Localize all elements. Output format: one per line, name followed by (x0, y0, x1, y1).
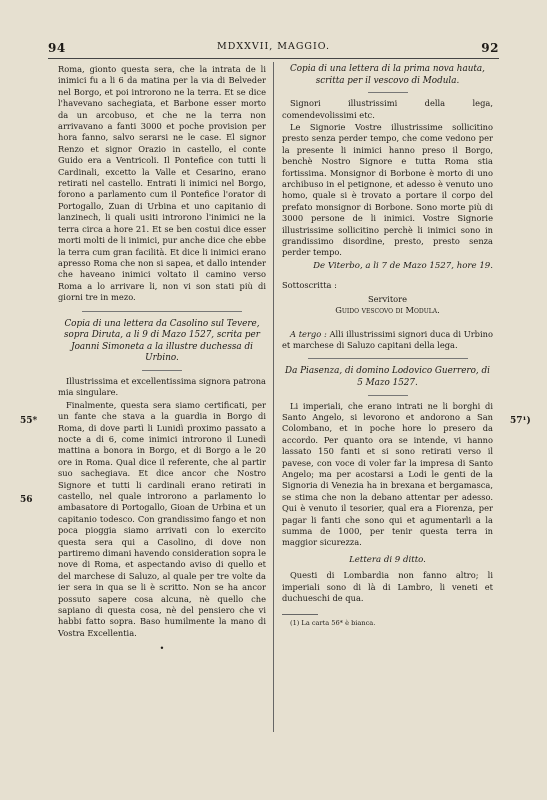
running-title: MDXXVII, MAGGIO. (216, 41, 331, 52)
address-text: Alli illustrissimi signori duca di Urbino et marchese di Saluzo capitani della lega. (282, 328, 493, 350)
footnote-rule (282, 614, 318, 615)
margin-mark-56: 56 (20, 495, 33, 505)
left-salutation: Illustrissima et excellentissima signora patrona mia singulare. (58, 375, 266, 398)
right-paragraph-3: Questi di Lombardia non fanno altro; li imperiali sono di là di Lambro, li veneti et duchueschi de qua. (282, 570, 493, 603)
margin-mark-57: 57¹) (510, 416, 531, 426)
page-number-left: 94 (48, 41, 66, 55)
address-block (282, 329, 493, 352)
signature-name: Guido vescovo di Modula. (335, 305, 440, 316)
section-separator (308, 358, 468, 359)
header-rule (48, 58, 499, 59)
left-column (58, 64, 266, 655)
page-number-right: 92 (481, 41, 499, 55)
signature-role: Servitore (367, 293, 408, 304)
address-label: A tergo : (290, 328, 327, 339)
section-separator (82, 311, 242, 312)
letter-heading-modula: Copia di una lettera di la prima nova hauta, scritta per il vescovo di Modula. (290, 64, 485, 86)
bullet-mark: • (159, 643, 165, 654)
signature-label: Sottoscritta : (282, 280, 337, 291)
left-paragraph-2: Finalmente, questa sera siamo certificati, per un fante che stava a la guardia in Borgo di Roma, di dove partì li Lunidì proximo passato a nocte a di 6, come inimici introrono il Lunedì mattina a bonora in Borgo, et di Borgo a le 20 ore in Roma. Qual dice il referente, che al partir suo sachegiava. Et dice ancor che Nostro Signore et tutti li cardinali erano retirati in castello, nel quale introrono a parlamento lo ambasatore di Portogallo, Gioan de Urbina et un capitanio todesco. Con grandissimo fango et non poca pioggia siamo arrivati con lo exercito questa sera qui a Casolino, di dove non partiremo dimani havendo consideration sopra le nove di Roma, et aspectando aviso di quello et del marchese di Saluzo, al quale per tre volte da ier sera in qua se li è scritto. Non se ha ancor possuto sapere cosa alcuna, nè quello che sapiano di questa cosa, nè del pensiero che vi habbi fatto sopra. Baso humilmente la mano di Vostra Excellentia. (58, 399, 266, 638)
letter-date-viterbo: De Viterbo, a li 7 de Mazo 1527, hore 19. (313, 260, 493, 271)
right-paragraph-1: Le Signorie Vostre illustrissime sollicitino presto senza perder tempo, che come vedono per la presente li inimici hanno preso il Borgo, benchè Nostro Signore e tutta Roma stia fortissima. Monsignor di Borbone è morto di uno archibuso in el petignone, et adesso è venuto uno homo, quale si è trovato a portare il corpo del prefato monsignor di Borbone. Sono morte più di 3000 persone de li inimici. Vostre Signorie illustrissime sollicitino perchè li inimici sono in grandissimo disordine, presto, presto senza perder tempo. (282, 122, 493, 258)
footnote: (1) La carta 56* è bianca. (290, 619, 376, 628)
heading-rule (368, 92, 408, 93)
heading-rule (142, 370, 182, 371)
left-paragraph-1: Roma, gionto questa sera, che la intrata de li inimici fu a li 6 da matina per la via di Belveder nel Borgo, et poi introrono ne la terra. Et se dice l'havevano sachegiata, et Barbone esser morto da un arcobuso, et che ne la terra non arrivavano a fanti 3000 et poche provision per hora fanno, salvo serarsi ne le case. El signor Renzo et signor Orazio in castello, el conte Guido era a Ventricoli. Il Pontefice con tutti li Cardinali, excetto la Valle et Cesarino, erano retirati nel castello. Entrati li inimici nel Borgo, forono a parlamento cum il Pontefice l'orator di Portogallo, Zuan di Urbina et uno capitanio di lanzinech, li quali usiti introrono l'inimici ne la terra circa a hore 21. Et se ben costui dice esser morti molti de li inimici, pur anche dice che ebbe la terra cum gran facilità. Et dice li inimici erano apresso Roma che non si sapea, et dallo intender che haveano inimici voltato il camino verso Roma a lo arrivare li, non vi son stati più di giorni tre in mezo. (58, 64, 266, 303)
letter-heading-casolino: Copia di una lettera da Casolino sul Tevere, sopra Diruta, a li 9 di Mazo 1527, scrita per Joanni Simoneta a la illustre duchessa di Urbino. (64, 318, 260, 364)
heading-rule (368, 395, 408, 396)
letter-heading-piasenza: Da Piasenza, di domino Lodovico Guerrero, di 5 Mazo 1527. (285, 366, 490, 388)
right-salutation: Signori illustrissimi della lega, comendevolissimi etc. (282, 98, 493, 120)
subheading-letter-9: Lettera di 9 ditto. (349, 554, 426, 565)
column-divider (273, 62, 274, 732)
right-column (282, 64, 493, 630)
margin-mark-55: 55* (20, 416, 38, 426)
right-paragraph-2: Li imperiali, che erano intrati ne li borghi di Santo Angelo, si levorono et andorono a San Colombano, et in poche hore lo presero da accordo. Per quanto ora se intende, vi hanno lassato 150 fanti et si sono retirati verso il pavese, con voce di voler far la impresa di Santo Angelo; ma per acostarsi a Lodi le genti de la Signoria di Venezia ha in brexana et bergamasca, se stima che non la debano attentar per adesso. Qui è venuto il tesorier, qual era a Fiorenza, per pagar li fanti che sono qui et agumentarli a la summa de 1000, per tenir questa terra in maggior sicurezza. (282, 400, 493, 548)
